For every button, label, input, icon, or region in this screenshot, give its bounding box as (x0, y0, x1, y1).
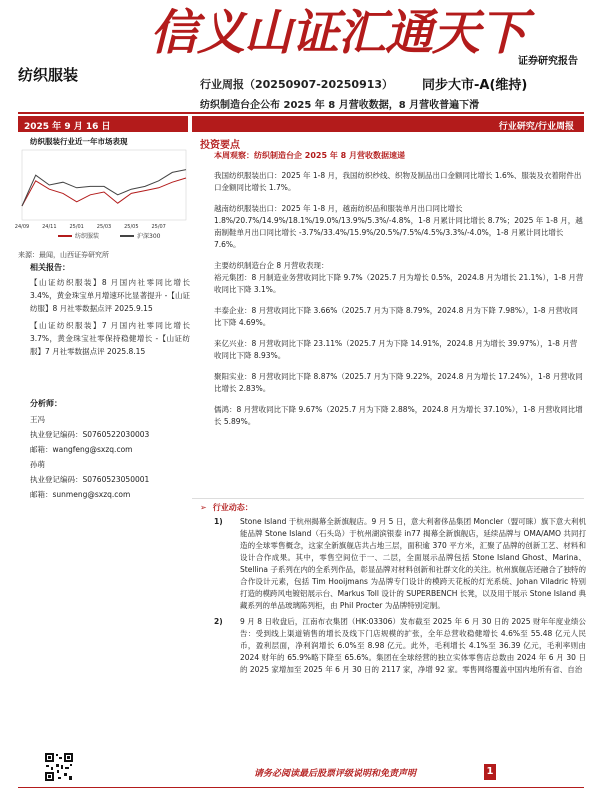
brand-slogan: 信义山证汇通天下 (150, 5, 527, 61)
series-line-1 (22, 178, 186, 206)
analyst-email[interactable]: 邮箱：wangfeng@sxzq.com (30, 445, 133, 454)
x-tick-label: 25/03 (96, 224, 112, 230)
arrow-icon: ➢ (200, 503, 207, 512)
paragraph: 聚阳实业：8 月营收同比下降 8.87%（2025.7 月为下降 9.22%，2024.8 月为增长 17.24%），1-8 月营收同比增长 2.83%。 (214, 372, 583, 393)
analysts-list (30, 412, 190, 502)
paragraph: 越南纺织服装出口：2025 年 1-8 月，越南纺织品和服装单月出口同比增长 1.8%/20.7%/14.9%/18.1%/19.0%/13.9%/5.3%/-4.8%，1-8 月累计同比增长 8.7%；2025 年 1-8 月，越南制鞋单月出口同比增长 -3.7%/33.4%/15.9%/20.5%/7.5%/4.5%/3.3%/-4.0%，1-8 月累计同比增长 7.6%。 (214, 204, 583, 249)
x-tick-label: 24/11 (42, 224, 57, 230)
paragraph: 来亿兴业：8 月营收同比下降 23.11%（2025.7 月为下降 14.91%，2024.8 月为增长 39.97%），1-8 月营收同比下降 8.93%。 (214, 339, 578, 360)
list-item-text: Stone Island 于杭州揭幕全新旗舰店。9 月 5 日，意大利奢侈品集团 Moncler（盟可睐）旗下意大利机能品牌 Stone Island（石头岛）于杭州湖滨银泰 in77 揭幕全新旗舰店，延续品牌与 OMA/AMO 共同打造的全球零售概念，这家全新旗舰店共占地三层，面积逾 370 平方米，汇聚了品牌的创新工艺、材料和设计合作成果。其中，零售空间位于一、二层，全面展示品牌包括 Stone Island Ghost、Marina、Stellina 子系列在内的全系列作品，彰显品牌对材料创新和社群文化的关注。杭州旗舰店还融合了独特的合作设计元素，包括 Tim Hooijmans 为品牌专门设计的模跨天花板的灯光系统、Johan Viladric 特别打造的模跨风电镀铝展示台、Markus Toll 设计的 SUPERBENCH 长凳，以及用于展示 Stone Island 典藏系列的单品玻璃陈列柜，由 Phil Procter 为品牌特别定制。 (240, 517, 586, 610)
brand-banner (150, 0, 527, 61)
x-tick-label: 25/05 (124, 224, 139, 230)
header-divider (18, 112, 584, 114)
section-divider (192, 498, 584, 499)
list-item-number: 1) (214, 517, 223, 526)
paragraph: 丰泰企业：8 月营收同比下降 3.66%（2025.7 月为下降 8.79%，2024.8 月为下降 7.98%），1-8 月营收同比下降 4.69%。 (214, 306, 578, 327)
report-type: 证券研究报告 (518, 56, 578, 67)
related-reports (30, 276, 190, 362)
list-item-text: 9 月 8 日收盘后，江南布衣集团（HK:03306）发布截至 2025 年 6 月 30 日的 2025 财年年度业绩公告：受到线上渠道销售的增长及线下门店规模的扩张，全年总营收稳健增长 4.6%至 55.48 亿元人民币，盈利层面，净利润增长 6.0%至 8.98 亿元。此外，毛利增长 4.1%至 36.39 亿元，毛利率则由 2024 财年的 65.9%略下降至 65.6%。集团在全球经营的独立实体零售店总数由 2024 年 6 月 30 日的 2025 家增加至 2025 年 6 月 30 日的 2117 家，净增 92 家。零售网络覆盖中国内地所有省、自治 (240, 617, 586, 674)
headline: 纺织制造台企公布 2025 年 8 月营收数据，8 月营收普遍下滑 (200, 100, 480, 111)
analyst-email[interactable]: 邮箱：sunmeng@sxzq.com (30, 490, 131, 499)
main-content (214, 170, 584, 437)
sector-name: 纺织服装 (18, 66, 79, 84)
analyst-license: 执业登记编码：S0760522030003 (30, 430, 150, 439)
analyst-name: 王冯 (30, 415, 45, 424)
footer-divider (18, 787, 584, 788)
weekly-observation: 本周观察：纺织制造台企 2025 年 8 月营收数据速递 (214, 151, 405, 160)
paragraph: 主要纺织制造台企 8 月营收表现： 裕元集团：8 月制造业务营收同比下降 9.7%（2025.7 月为增长 0.5%，2024.8 月为增长 21.1%），1-8 月营收同比下降 3.1%。 (214, 261, 584, 294)
paragraph: 儒鸿：8 月营收同比下降 9.67%（2025.7 月为下降 2.88%，2024.8 月为增长 37.10%），1-8 月营收同比增长 5.89%。 (214, 405, 583, 426)
list-item-number: 2) (214, 617, 223, 626)
rating: 同步大市-A(维持) (422, 78, 528, 93)
x-tick-label: 25/07 (151, 224, 166, 230)
analysts-title: 分析师： (30, 399, 62, 408)
analyst-name: 孙萌 (30, 460, 45, 469)
page-number: 1 (484, 764, 496, 780)
analyst-license: 执业登记编码：S0760523050001 (30, 475, 150, 484)
chart-source: 来源：最闻，山西证券研究所 (18, 251, 109, 259)
related-report-link[interactable]: 【山证纺织服装】8 月国内社零同比增长 3.4%，黄金珠宝单月增速环比显著提升 -【山证纺服】8 月社零数据点评 2025.9.15 (30, 278, 190, 313)
related-report-link[interactable]: 【山证纺织服装】7 月国内社零同比增长 3.7%，黄金珠宝社零保持稳健增长 -【山证纺服】7 月社零数据点评 2025.8.15 (30, 321, 190, 356)
disclaimer: 请务必阅读最后股票评级说明和免责声明 (254, 769, 417, 779)
report-category: 行业研究/行业周报 (192, 116, 584, 132)
paragraph: 我国纺织服装出口：2025 年 1-8 月，我国纺织纱线、织物及制品出口金额同比增长 1.6%、服装及衣着附件出口金额同比增长 1.7%。 (214, 171, 582, 192)
industry-dynamics-list (214, 516, 586, 680)
investment-highlights-title: 投资要点 (200, 140, 240, 151)
report-period: 行业周报（20250907-20250913） (200, 78, 394, 91)
x-tick-label: 24/09 (14, 224, 30, 230)
market-performance-chart (14, 146, 190, 246)
legend-label: 纺织服装 (75, 233, 100, 240)
qr-code-icon (44, 752, 74, 782)
chart-title: 纺织服装行业近一年市场表现 (30, 137, 128, 146)
report-date: 2025 年 9 月 16 日 (18, 116, 188, 132)
chart-frame (22, 150, 186, 220)
x-tick-label: 25/01 (69, 224, 84, 230)
list-item (214, 616, 586, 676)
legend-label: 沪深300 (137, 233, 161, 240)
industry-dynamics-title: ➢ 行业动态： (200, 503, 253, 512)
list-item (214, 516, 586, 612)
related-reports-title: 相关报告： (30, 263, 70, 272)
